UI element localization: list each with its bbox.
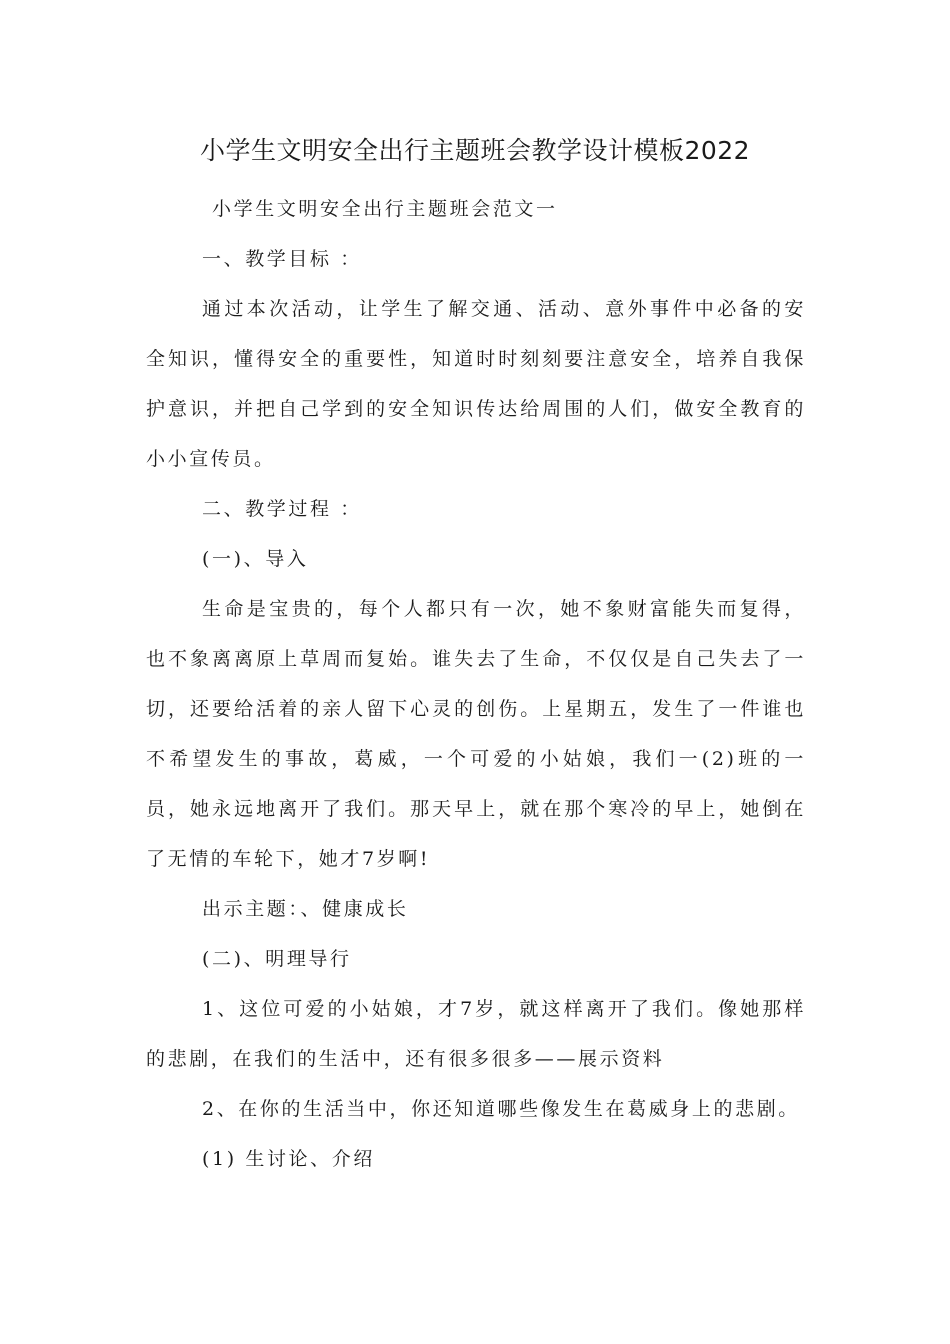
paragraph-introduction-text: 生命是宝贵的，每个人都只有一次，她不象财富能失而复得，也不象离离原上草周而复始。谁失去了生命，不仅仅是自己失去了一切，还要给活着的亲人留下心灵的创伤。上星期五，发生了一件谁也不希望发生的事故，葛威，一个可爱的小姑娘，我们一(2)班的一员，她永远地离开了我们。那天早上，就在那个寒冷的早上，她倒在了无情的车轮下，她才7岁啊! — [146, 598, 806, 870]
heading-reasoning-guidance: (二)、明理导行 — [202, 948, 352, 970]
paragraph-subitem-1: (1) 生讨论、介绍 — [202, 1148, 375, 1170]
paragraph-show-theme: 出示主题：、健康成长 — [202, 898, 409, 920]
paragraph-item-1: 1、这位可爱的小姑娘，才7岁，就这样离开了我们。像她那样的悲剧，在我们的生活中，还有很多很多——展示资料 — [146, 998, 806, 1070]
heading-teaching-goals: 一、教学目标 ： — [202, 248, 362, 270]
heading-introduction: (一)、导入 — [202, 548, 309, 570]
heading-teaching-process: 二、教学过程 ： — [202, 498, 362, 520]
paragraph-goals-text: 通过本次活动，让学生了解交通、活动、意外事件中必备的安全知识，懂得安全的重要性，知道时时刻刻要注意安全，培养自我保护意识，并把自己学到的安全知识传达给周围的人们，做安全教育的小小宣传员。 — [146, 298, 806, 470]
document-title: 小学生文明安全出行主题班会教学设计模板2022 — [199, 136, 751, 165]
document-body — [146, 184, 806, 1184]
paragraph-item-2: 2、在你的生活当中，你还知道哪些像发生在葛威身上的悲剧。 — [202, 1098, 800, 1120]
section-subheading: 小学生文明安全出行主题班会范文一 — [212, 198, 558, 220]
